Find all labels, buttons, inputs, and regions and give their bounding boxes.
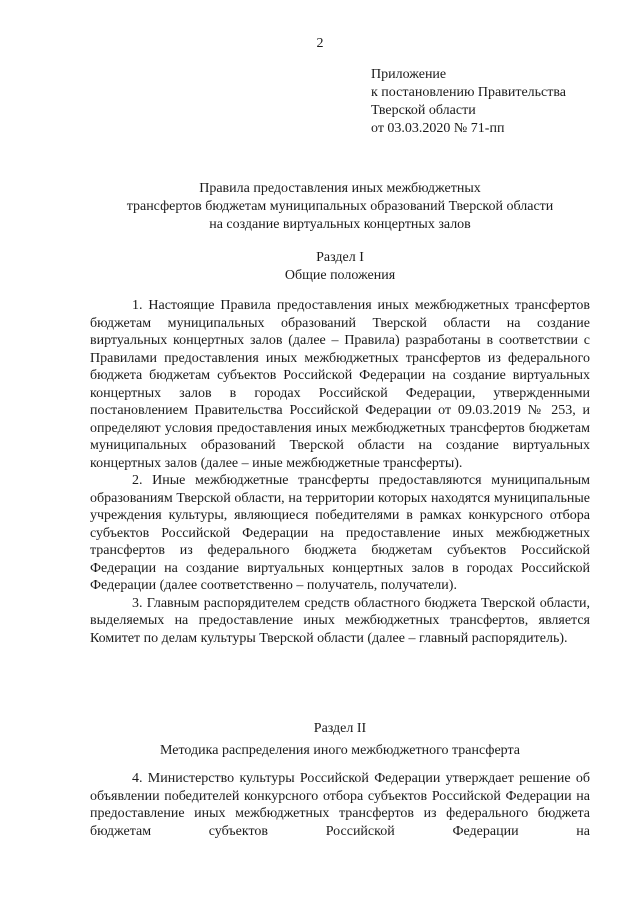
document-title (90, 180, 590, 234)
section-1-body (90, 297, 590, 647)
paragraph: 1. Настоящие Правила предоставления иных межбюджетных трансфертов бюджетам муниципальных образований Тверской области на создание виртуальных концертных залов (далее – Правила) разработаны в соответствии с Правилами предоставления иных межбюджетных трансфертов из федерального бюджета бюджетам субъектов Российской Федерации на создание виртуальных концертных залов в городах Российской Федерации, утвержденными постановлением Правительства Российской Федерации от 09.03.2019 № 253, и определяют условия предоставления иных межбюджетных трансфертов бюджетам муниципальных образований Тверской области на создание виртуальных концертных залов (далее – иные межбюджетные трансферты). (90, 298, 590, 471)
section-title: Методика распределения иного межбюджетного трансферта (160, 743, 520, 758)
section-title: Общие положения (284, 268, 396, 283)
appendix-date-line: от 03.03.2020 № 71-пп (371, 121, 505, 136)
paragraph: 2. Иные межбюджетные трансферты предоставляются муниципальным образованиям Тверской области, на территории которых находятся муниципальные учреждения культуры, являющиеся победителями в рамках конкурсного отбора субъектов Российской Федерации на предоставление иных межбюджетных трансфертов из федерального бюджета бюджетам субъектов Российской Федерации на создание виртуальных концертных залов в городах Российской Федерации (далее соответственно – получатель, получатели). (90, 473, 590, 593)
title-line: Правила предоставления иных межбюджетных (199, 181, 481, 196)
paragraph: 3. Главным распорядителем средств областного бюджета Тверской области, выделяемых на предоставление иных межбюджетных трансфертов, является Комитет по делам культуры Тверской области (далее – главный распорядитель). (90, 595, 590, 646)
section-label: Раздел II (313, 721, 367, 736)
appendix-line: Тверской области (371, 103, 476, 118)
appendix-line: Приложение (371, 67, 447, 82)
paragraph: 4. Министерство культуры Российской Федерации утверждает решение об объявлении победителей конкурсного отбора субъектов Российской Федерации на предоставление иных межбюджетных трансфертов из федерального бюджета бюджетам субъектов Российской Федерации на (90, 771, 590, 839)
appendix-block (371, 66, 566, 138)
title-line: трансфертов бюджетам муниципальных образований Тверской области (126, 199, 554, 214)
section-2-heading (90, 720, 590, 760)
section-label: Раздел I (316, 250, 364, 265)
appendix-line: к постановлению Правительства (371, 85, 567, 100)
title-line: на создание виртуальных концертных залов (209, 217, 471, 232)
section-1-heading (90, 249, 590, 285)
section-2-body (90, 770, 590, 840)
page-number: 2 (316, 36, 324, 51)
